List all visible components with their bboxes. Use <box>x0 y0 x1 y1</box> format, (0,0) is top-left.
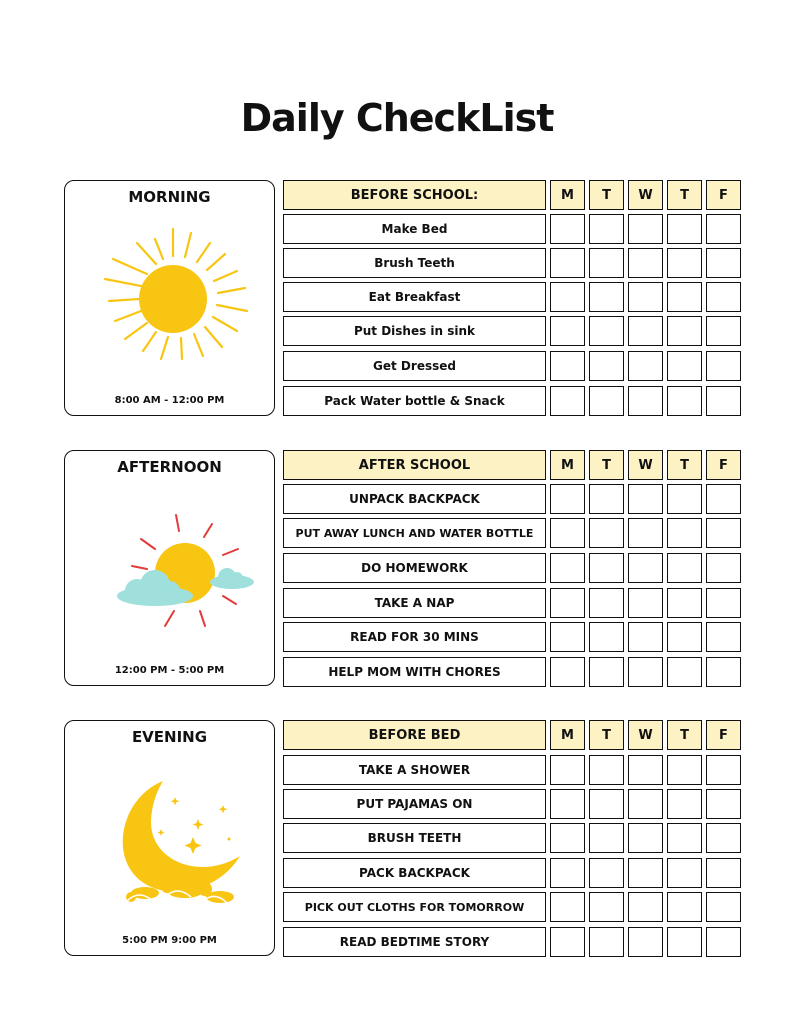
checkbox-tue[interactable] <box>589 351 624 381</box>
checkbox-fri[interactable] <box>706 484 741 514</box>
day-header-fri: F <box>706 450 741 480</box>
checkbox-fri[interactable] <box>706 927 741 957</box>
section-time-evening: 5:00 PM 9:00 PM <box>122 935 217 946</box>
checkbox-thu[interactable] <box>667 484 702 514</box>
checkbox-wed[interactable] <box>628 282 663 312</box>
checkbox-fri[interactable] <box>706 351 741 381</box>
day-header-fri: F <box>706 180 741 210</box>
day-header-mon: M <box>550 450 585 480</box>
checkbox-mon[interactable] <box>550 484 585 514</box>
checkbox-thu[interactable] <box>667 316 702 346</box>
section-header-morning: BEFORE SCHOOL: <box>283 180 546 210</box>
checkbox-fri[interactable] <box>706 789 741 819</box>
checkbox-mon[interactable] <box>550 927 585 957</box>
checkbox-mon[interactable] <box>550 214 585 244</box>
checkbox-mon[interactable] <box>550 588 585 618</box>
day-header-thu: T <box>667 450 702 480</box>
checkbox-fri[interactable] <box>706 386 741 416</box>
task-label: READ FOR 30 MINS <box>283 622 546 652</box>
day-header-fri: F <box>706 720 741 750</box>
sun-icon <box>65 181 276 417</box>
checkbox-fri[interactable] <box>706 588 741 618</box>
checkbox-wed[interactable] <box>628 484 663 514</box>
checkbox-mon[interactable] <box>550 518 585 548</box>
section-header-afternoon: AFTER SCHOOL <box>283 450 546 480</box>
checkbox-tue[interactable] <box>589 755 624 785</box>
checkbox-wed[interactable] <box>628 553 663 583</box>
checkbox-mon[interactable] <box>550 386 585 416</box>
moon-stars-icon <box>65 721 276 957</box>
checkbox-tue[interactable] <box>589 214 624 244</box>
task-label: PICK OUT CLOTHS FOR TOMORROW <box>283 892 546 922</box>
checkbox-tue[interactable] <box>589 927 624 957</box>
checkbox-tue[interactable] <box>589 892 624 922</box>
section-time-afternoon: 12:00 PM - 5:00 PM <box>114 665 225 676</box>
checkbox-wed[interactable] <box>628 823 663 853</box>
checkbox-thu[interactable] <box>667 858 702 888</box>
checkbox-tue[interactable] <box>589 622 624 652</box>
task-label: Pack Water bottle & Snack <box>283 386 546 416</box>
checkbox-mon[interactable] <box>550 755 585 785</box>
evening-card <box>64 720 275 956</box>
section-title-afternoon: AFTERNOON <box>117 458 222 476</box>
checkbox-fri[interactable] <box>706 657 741 687</box>
task-label: Put Dishes in sink <box>283 316 546 346</box>
checkbox-thu[interactable] <box>667 351 702 381</box>
checkbox-mon[interactable] <box>550 657 585 687</box>
checkbox-tue[interactable] <box>589 518 624 548</box>
checkbox-tue[interactable] <box>589 484 624 514</box>
section-time-morning: 8:00 AM - 12:00 PM <box>114 395 225 406</box>
checkbox-thu[interactable] <box>667 588 702 618</box>
checkbox-tue[interactable] <box>589 553 624 583</box>
checkbox-tue[interactable] <box>589 588 624 618</box>
checkbox-wed[interactable] <box>628 588 663 618</box>
checkbox-mon[interactable] <box>550 248 585 278</box>
checkbox-tue[interactable] <box>589 316 624 346</box>
checkbox-mon[interactable] <box>550 823 585 853</box>
day-header-thu: T <box>667 720 702 750</box>
task-label: PUT PAJAMAS ON <box>283 789 546 819</box>
checkbox-wed[interactable] <box>628 351 663 381</box>
checkbox-thu[interactable] <box>667 622 702 652</box>
day-header-tue: T <box>589 720 624 750</box>
task-label: TAKE A NAP <box>283 588 546 618</box>
sun-behind-cloud-icon <box>65 451 276 687</box>
task-label: Brush Teeth <box>283 248 546 278</box>
checkbox-thu[interactable] <box>667 518 702 548</box>
day-header-wed: W <box>628 180 663 210</box>
checkbox-fri[interactable] <box>706 214 741 244</box>
checkbox-wed[interactable] <box>628 858 663 888</box>
section-title-morning: MORNING <box>128 188 211 206</box>
checkbox-mon[interactable] <box>550 282 585 312</box>
checkbox-fri[interactable] <box>706 892 741 922</box>
task-label: READ BEDTIME STORY <box>283 927 546 957</box>
checkbox-thu[interactable] <box>667 755 702 785</box>
checkbox-wed[interactable] <box>628 518 663 548</box>
checkbox-tue[interactable] <box>589 823 624 853</box>
section-title-evening: EVENING <box>131 728 208 746</box>
checkbox-fri[interactable] <box>706 316 741 346</box>
checkbox-wed[interactable] <box>628 789 663 819</box>
checkbox-wed[interactable] <box>628 622 663 652</box>
checkbox-mon[interactable] <box>550 892 585 922</box>
day-header-tue: T <box>589 180 624 210</box>
task-label: HELP MOM WITH CHORES <box>283 657 546 687</box>
checkbox-thu[interactable] <box>667 248 702 278</box>
checkbox-fri[interactable] <box>706 518 741 548</box>
checkbox-mon[interactable] <box>550 351 585 381</box>
checkbox-thu[interactable] <box>667 927 702 957</box>
task-label: PACK BACKPACK <box>283 858 546 888</box>
task-label: PUT AWAY LUNCH AND WATER BOTTLE <box>283 518 546 548</box>
checkbox-thu[interactable] <box>667 553 702 583</box>
task-label: Eat Breakfast <box>283 282 546 312</box>
checkbox-wed[interactable] <box>628 214 663 244</box>
day-header-thu: T <box>667 180 702 210</box>
checkbox-mon[interactable] <box>550 789 585 819</box>
checkbox-fri[interactable] <box>706 553 741 583</box>
checkbox-tue[interactable] <box>589 248 624 278</box>
checkbox-wed[interactable] <box>628 316 663 346</box>
day-header-mon: M <box>550 180 585 210</box>
checkbox-thu[interactable] <box>667 789 702 819</box>
checkbox-tue[interactable] <box>589 282 624 312</box>
checkbox-thu[interactable] <box>667 823 702 853</box>
morning-card <box>64 180 275 416</box>
checkbox-fri[interactable] <box>706 858 741 888</box>
checkbox-thu[interactable] <box>667 892 702 922</box>
day-header-wed: W <box>628 450 663 480</box>
task-label: DO HOMEWORK <box>283 553 546 583</box>
checkbox-wed[interactable] <box>628 755 663 785</box>
checkbox-wed[interactable] <box>628 657 663 687</box>
checkbox-mon[interactable] <box>550 553 585 583</box>
day-header-tue: T <box>589 450 624 480</box>
checkbox-wed[interactable] <box>628 386 663 416</box>
checkbox-thu[interactable] <box>667 282 702 312</box>
day-header-wed: W <box>628 720 663 750</box>
checkbox-fri[interactable] <box>706 248 741 278</box>
checkbox-wed[interactable] <box>628 892 663 922</box>
checkbox-mon[interactable] <box>550 858 585 888</box>
checkbox-fri[interactable] <box>706 282 741 312</box>
checkbox-fri[interactable] <box>706 755 741 785</box>
checkbox-mon[interactable] <box>550 622 585 652</box>
task-label: Make Bed <box>283 214 546 244</box>
checkbox-mon[interactable] <box>550 316 585 346</box>
checkbox-tue[interactable] <box>589 858 624 888</box>
day-header-mon: M <box>550 720 585 750</box>
checkbox-wed[interactable] <box>628 927 663 957</box>
checkbox-tue[interactable] <box>589 386 624 416</box>
afternoon-card <box>64 450 275 686</box>
task-label: TAKE A SHOWER <box>283 755 546 785</box>
page-title: Daily CheckList <box>240 96 554 140</box>
task-label: UNPACK BACKPACK <box>283 484 546 514</box>
checkbox-thu[interactable] <box>667 657 702 687</box>
section-header-evening: BEFORE BED <box>283 720 546 750</box>
checkbox-thu[interactable] <box>667 386 702 416</box>
task-label: Get Dressed <box>283 351 546 381</box>
checkbox-wed[interactable] <box>628 248 663 278</box>
task-label: BRUSH TEETH <box>283 823 546 853</box>
checkbox-tue[interactable] <box>589 789 624 819</box>
checkbox-thu[interactable] <box>667 214 702 244</box>
checkbox-tue[interactable] <box>589 657 624 687</box>
checkbox-fri[interactable] <box>706 622 741 652</box>
checkbox-fri[interactable] <box>706 823 741 853</box>
